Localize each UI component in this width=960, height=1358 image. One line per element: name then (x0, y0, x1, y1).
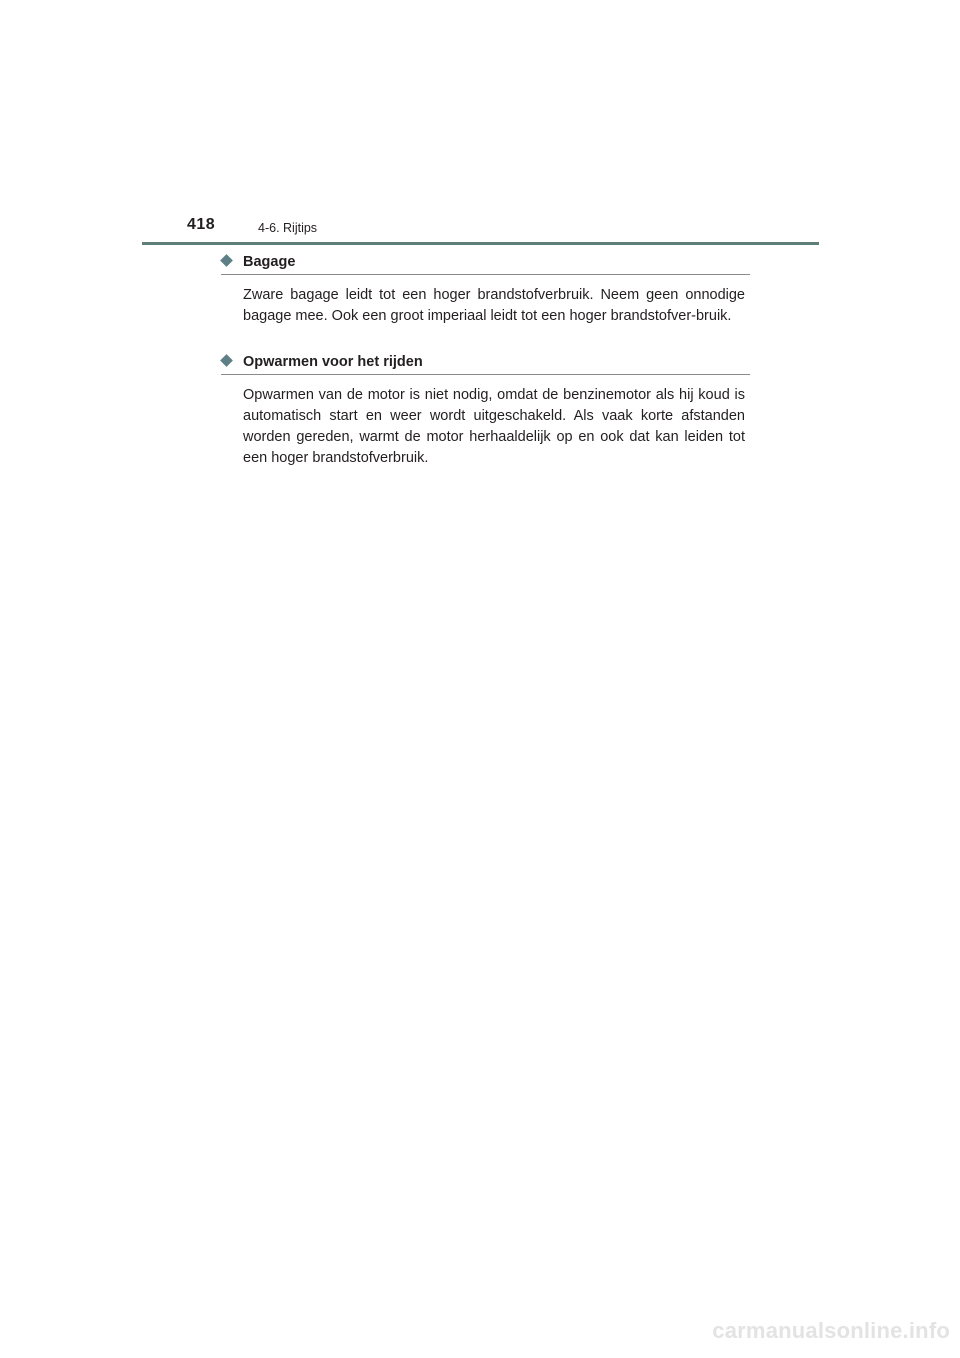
section-heading-opwarmen (221, 355, 750, 375)
section-title: Bagage (243, 254, 296, 270)
section-heading-bagage (221, 255, 750, 275)
section-title: Opwarmen voor het rijden (243, 354, 423, 370)
section-body-bagage: Zware bagage leidt tot een hoger brandstofverbruik. Neem geen onnodige bagage mee. Ook een groot imperiaal leidt tot een hoger brandstofver-bruik. (243, 287, 745, 324)
header-divider (142, 242, 819, 245)
section-label: 4-6. Rijtips (258, 221, 318, 235)
diamond-icon (220, 254, 233, 267)
diamond-icon (220, 354, 233, 367)
section-body-opwarmen: Opwarmen van de motor is niet nodig, omdat de benzinemotor als hij koud is automatisch start en weer wordt uitgeschakeld. Als vaak korte afstanden worden gereden, warmt de motor herhaaldelijk op en ook dat kan leiden tot een hoger brandstofverbruik. (243, 387, 745, 466)
watermark: carmanualsonline.info (712, 1318, 950, 1343)
page-number: 418 (187, 216, 216, 233)
